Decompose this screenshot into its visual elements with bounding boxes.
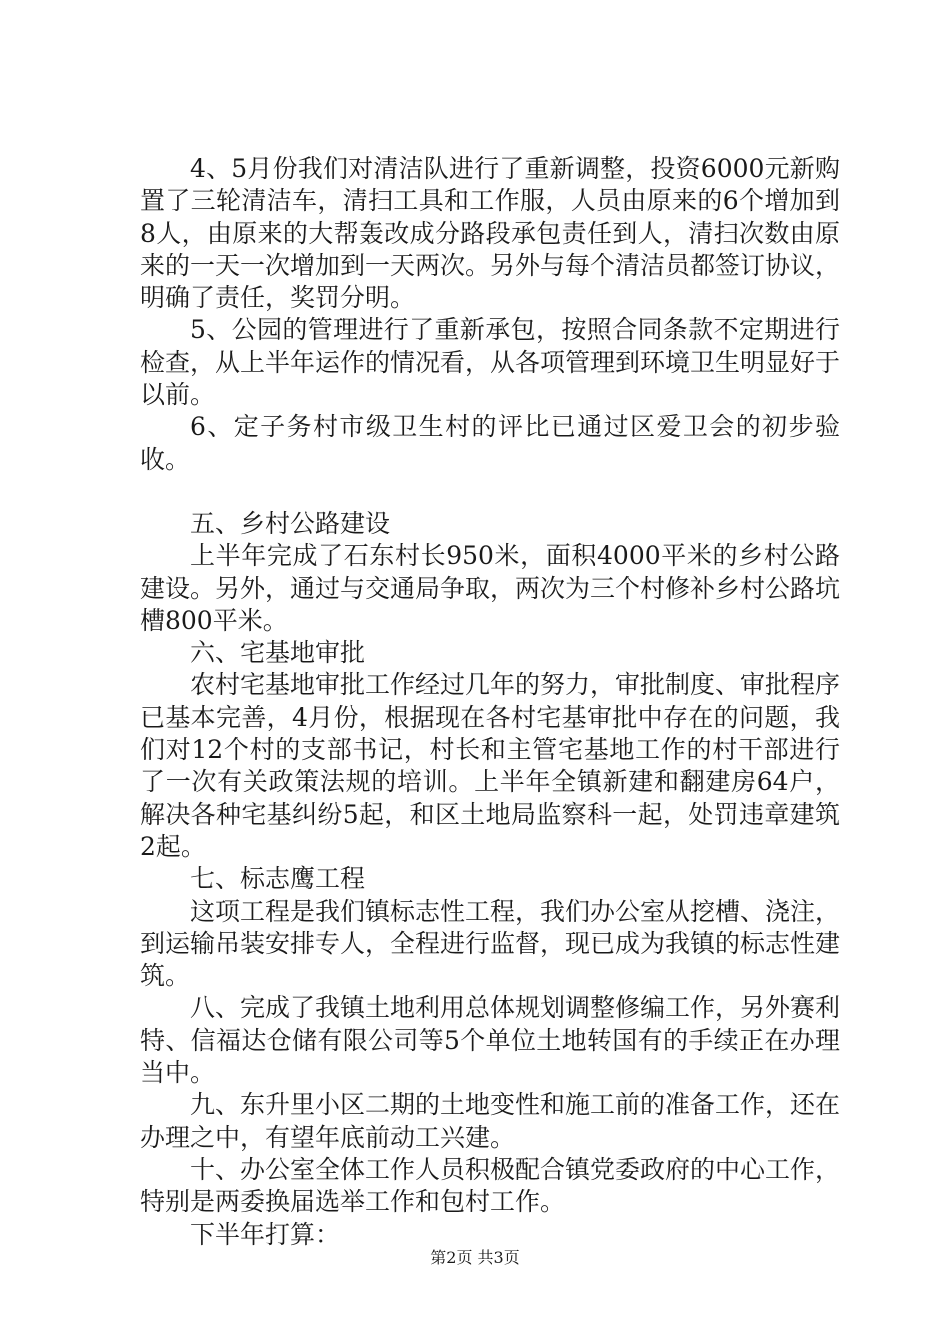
- document-body: [140, 153, 840, 1251]
- paragraph-dongshengli: 九、东升里小区二期的土地变性和施工前的准备工作，还在办理之中，有望年底前动工兴建。: [140, 1090, 841, 1152]
- heading-homestead-approval: 六、宅基地审批: [190, 638, 366, 668]
- paragraph-office-staff: 十、办公室全体工作人员积极配合镇党委政府的中心工作，特别是两委换届选举工作和包村工作。: [140, 1154, 841, 1217]
- paragraph-eagle-project: 这项工程是我们镇标志性工程，我们办公室从挖槽、浇注，到运输吊装安排专人，全程进行监督，现已成为我镇的标志性建筑。: [140, 896, 841, 991]
- paragraph-rural-roads: 上半年完成了石东村长950米，面积4000平米的乡村公路建设。另外，通过与交通局争取，两次为三个村修补乡村公路坑槽800平米。: [140, 541, 841, 635]
- page-number-footer: 第2页 共3页: [430, 1248, 520, 1267]
- paragraph-cleaning-team: 4、5月份我们对清洁队进行了重新调整，投资6000元新购置了三轮清洁车，清扫工具和工作服，人员由原来的6个增加到8人，由原来的大帮轰改成分路段承包责任到人，清扫次数由原来的一天一次增加到一天两次。另外与每个清洁员都签订协议，明确了责任，奖罚分明。: [140, 154, 841, 313]
- heading-eagle-project: 七、标志鹰工程: [190, 864, 366, 894]
- paragraph-park-management: 5、公园的管理进行了重新承包，按照合同条款不定期进行检查，从上半年运作的情况看，从各项管理到环境卫生明显好于以前。: [140, 315, 841, 410]
- heading-second-half-plan: 下半年打算：: [190, 1219, 341, 1249]
- heading-rural-roads: 五、乡村公路建设: [190, 508, 391, 538]
- paragraph-land-planning: 八、完成了我镇土地利用总体规划调整修编工作，另外赛利特、信福达仓储有限公司等5个单位土地转国有的手续正在办理当中。: [140, 993, 841, 1088]
- paragraph-homestead-approval: 农村宅基地审批工作经过几年的努力，审批制度、审批程序已基本完善，4月份，根据现在各村宅基审批中存在的问题，我们对12个村的支部书记，村长和主管宅基地工作的村干部进行了一次有关政策法规的培训。上半年全镇新建和翻建房64户，解决各种宅基纠纷5起，和区土地局监察科一起，处罚违章建筑2起。: [140, 670, 841, 861]
- paragraph-sanitary-village: 6、定子务村市级卫生村的评比已通过区爱卫会的初步验收。: [140, 412, 840, 474]
